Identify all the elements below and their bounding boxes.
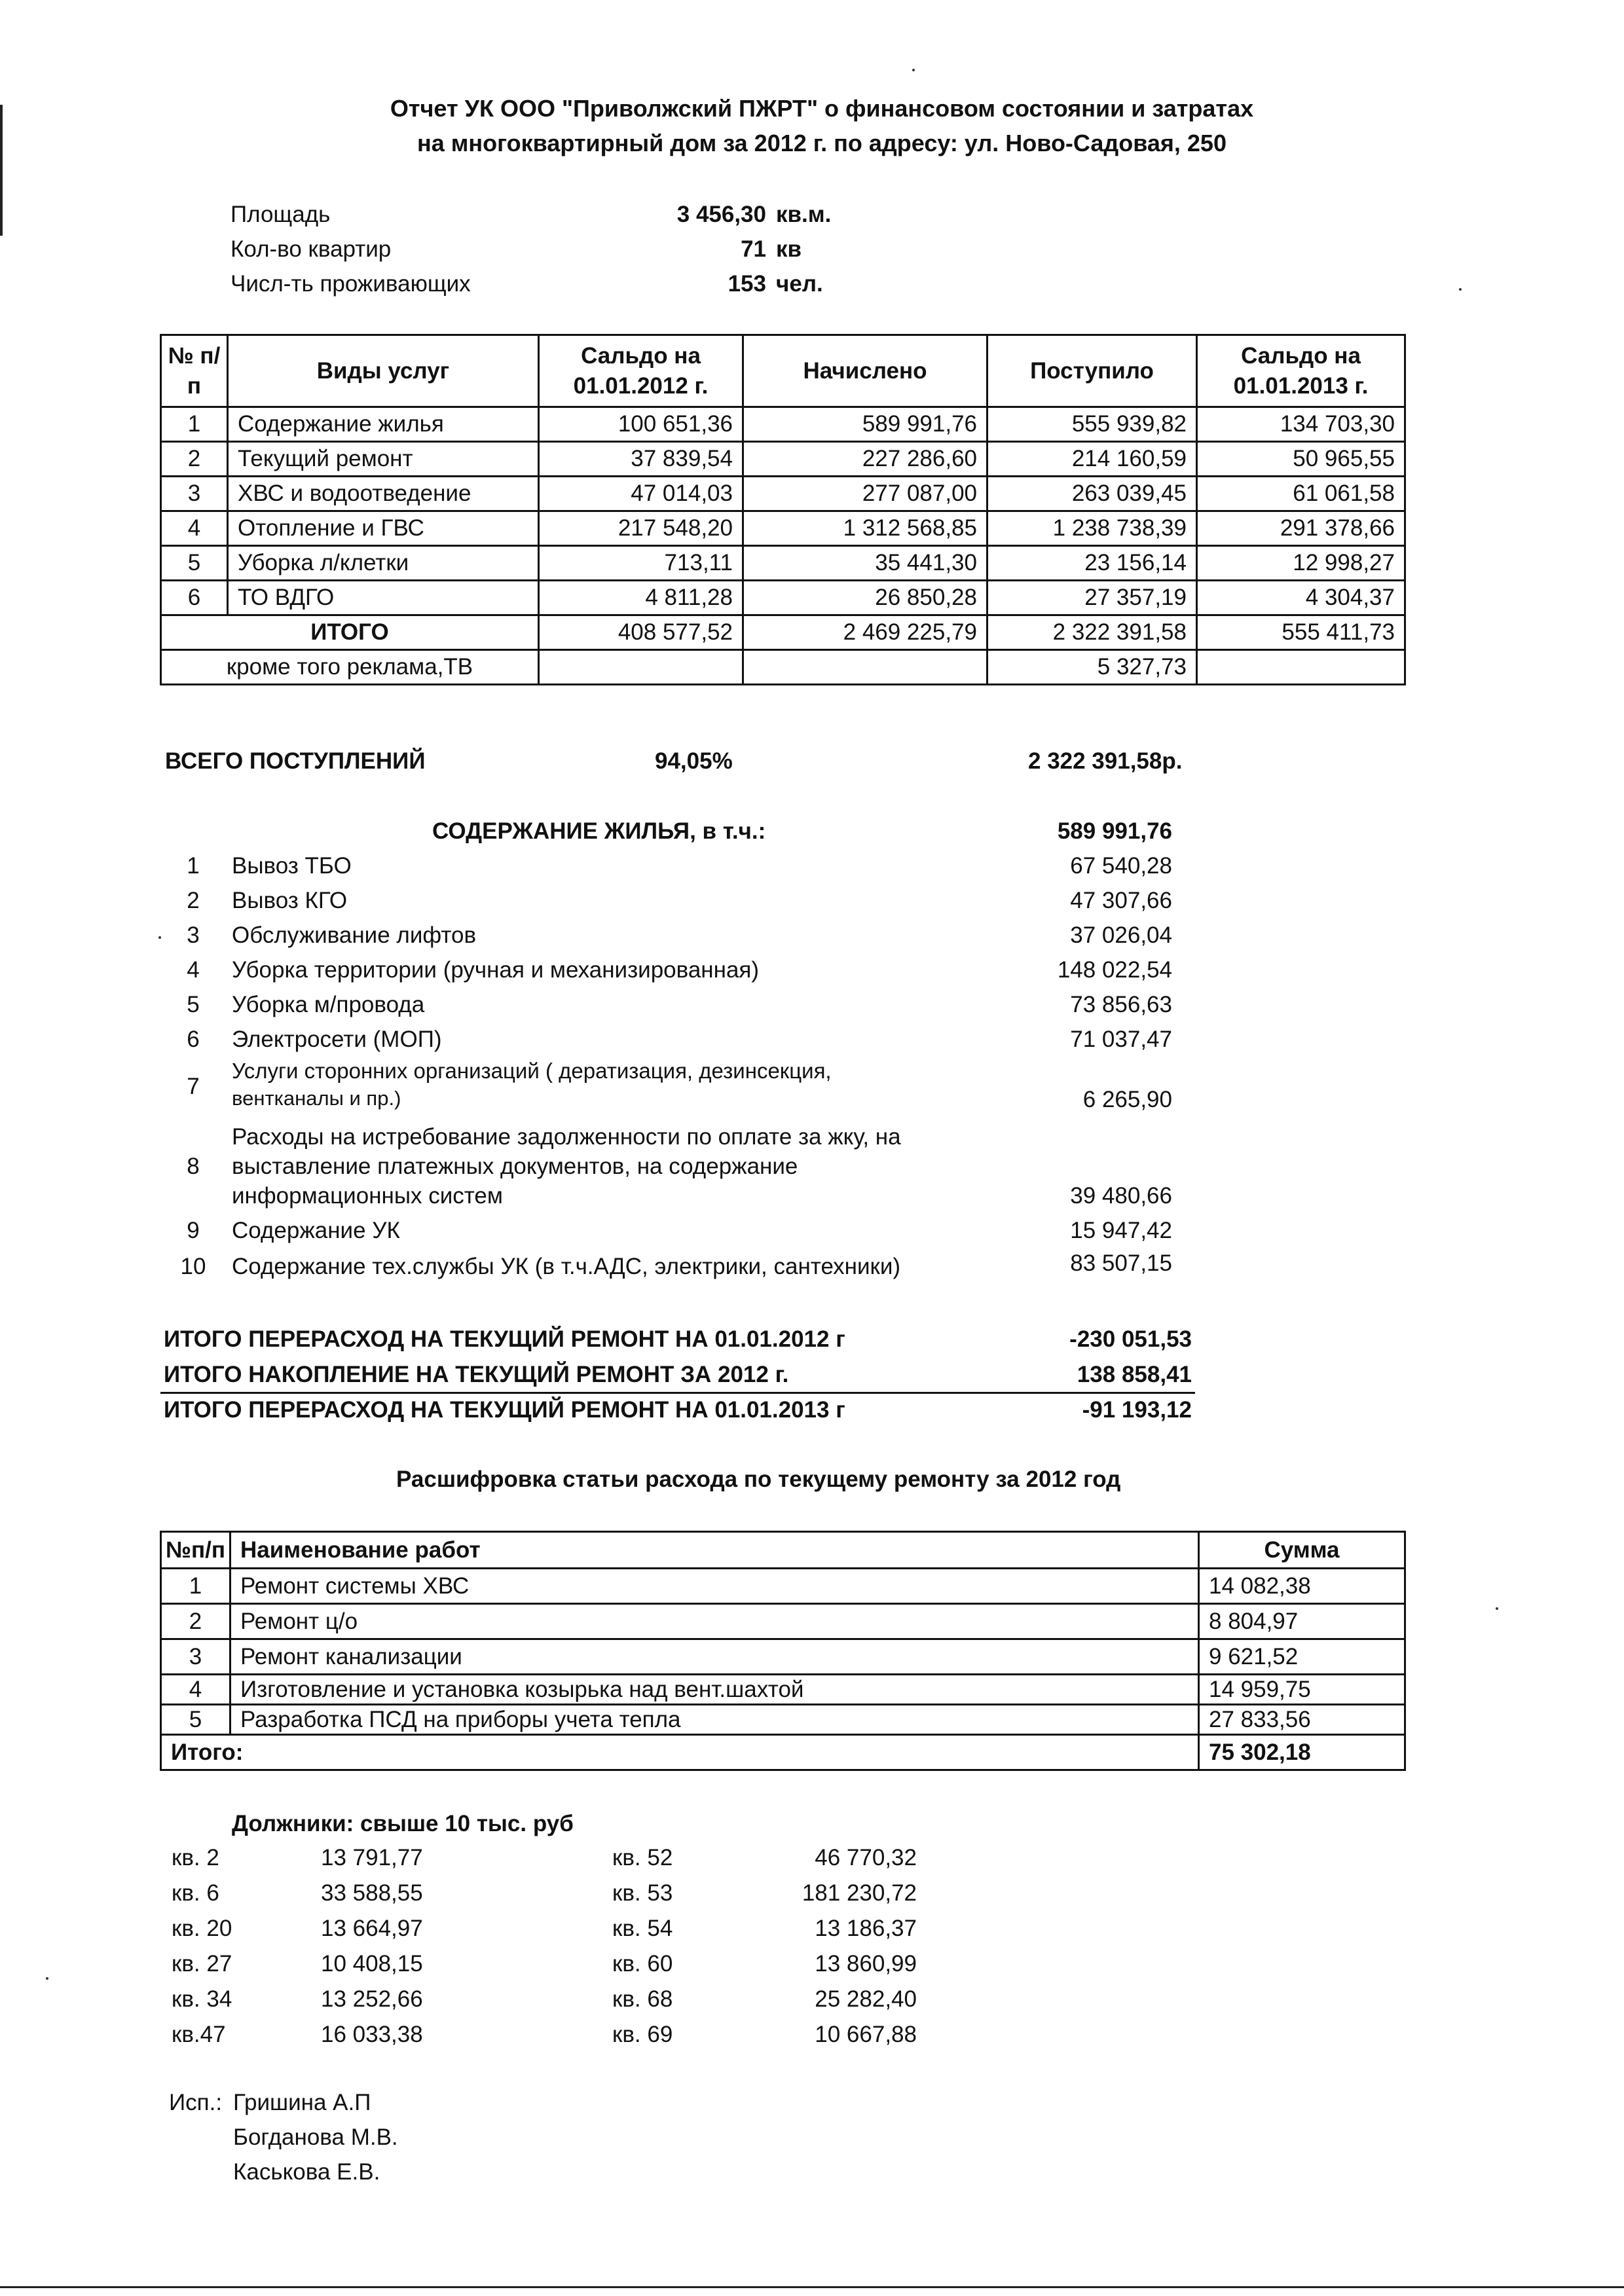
info-label: Площадь [231,202,331,227]
item-value: 67 540,28 [1070,853,1172,879]
cell: 14 959,75 [1199,1675,1405,1705]
debtor-apartment: кв. 53 [612,1880,673,1906]
executor-name: Гришина А.П [233,2090,371,2115]
debtor-amount: 13 664,97 [321,1916,423,1941]
item-value: 73 856,63 [1070,992,1172,1017]
cell: 134 703,30 [1197,407,1405,442]
cell: 5 [161,546,228,581]
info-unit: кв.м. [776,202,832,227]
info-value: 153 [728,271,766,297]
cell: 217 548,20 [539,511,743,546]
summary-label: ИТОГО ПЕРЕРАСХОД НА ТЕКУЩИЙ РЕМОНТ НА 01.01.2012 г [164,1326,845,1352]
summary-value: 138 858,41 [1077,1362,1192,1387]
cell: 2 469 225,79 [743,615,987,650]
item-number: 5 [187,992,200,1017]
item-number: 2 [187,888,200,913]
item-number: 6 [187,1027,200,1052]
debtor-amount: 13 252,66 [321,1986,423,2012]
item-label: Электросети (МОП) [232,1027,442,1052]
debtor-apartment: кв. 54 [612,1916,673,1941]
debtor-amount: 13 791,77 [321,1845,423,1870]
cell: 8 804,97 [1199,1604,1405,1639]
cell: 3 [161,477,228,511]
cell: 1 [161,407,228,442]
executor-name: Богданова М.В. [233,2124,398,2150]
item-value: 71 037,47 [1070,1027,1172,1052]
cell: 9 621,52 [1199,1639,1405,1675]
item-label: Вывоз КГО [232,888,348,913]
cell: 12 998,27 [1197,546,1405,581]
debtor-amount: 13 860,99 [815,1951,917,1977]
debtor-apartment: кв. 2 [172,1845,219,1870]
table-row [161,1705,1405,1735]
cell: 713,11 [539,546,743,581]
total-receipts-amount: 2 322 391,58р. [1028,748,1183,774]
item-value: 39 480,66 [1070,1183,1172,1209]
col-header: Виды услуг [228,335,539,407]
cell: 1 [161,1569,231,1604]
cell: 5 [161,1705,231,1735]
item-label: Уборка территории (ручная и механизированная) [232,957,760,983]
scan-speck [1459,288,1462,291]
cell [539,650,743,685]
summary-value: -91 193,12 [1082,1397,1192,1423]
repair-table [160,1531,1406,1771]
cell: 4 811,28 [539,581,743,615]
scan-speck [1496,1607,1498,1610]
report-title-line-2: на многоквартирный дом за 2012 г. по адресу: ул. Ново-Садовая, 250 [417,130,1227,156]
table-row [161,407,1405,442]
item-number: 1 [187,853,200,879]
debtor-amount: 181 230,72 [802,1880,917,1906]
cell: Уборка л/клетки [228,546,539,581]
info-value: 71 [741,236,766,262]
debtors-heading: Должники: свыше 10 тыс. руб [232,1811,574,1836]
item-number: 8 [187,1154,200,1179]
cell: 3 [161,1639,231,1675]
table-header-row [161,1532,1405,1569]
cell: 263 039,45 [987,477,1197,511]
cell: 555 939,82 [987,407,1197,442]
cell: 100 651,36 [539,407,743,442]
info-unit: чел. [776,271,823,297]
debtor-apartment: кв. 69 [612,2022,673,2047]
item-value: 148 022,54 [1057,957,1172,983]
info-unit: кв [776,236,802,262]
summary-label: ИТОГО ПЕРЕРАСХОД НА ТЕКУЩИЙ РЕМОНТ НА 01.01.2013 г [164,1397,845,1423]
item-number: 7 [187,1074,200,1099]
cell: 47 014,03 [539,477,743,511]
total-receipts-label: ВСЕГО ПОСТУПЛЕНИЙ [165,748,426,774]
cell: 61 061,58 [1197,477,1405,511]
col-header: Сальдо на 01.01.2013 г. [1197,335,1405,407]
cell: Ремонт ц/о [231,1604,1199,1639]
debtor-apartment: кв. 20 [172,1916,232,1941]
cell: Содержание жилья [228,407,539,442]
cell: 1 238 738,39 [987,511,1197,546]
cell: ХВС и водоотведение [228,477,539,511]
item-value: 6 265,90 [1082,1087,1172,1112]
item-number: 3 [187,922,200,948]
table-row [161,546,1405,581]
cell: 26 850,28 [743,581,987,615]
cell: 214 160,59 [987,442,1197,477]
cell: 2 [161,1604,231,1639]
scan-edge-bottom [0,2286,1624,2288]
item-label: Обслуживание лифтов [232,922,477,948]
item-number: 10 [180,1254,206,1279]
cell: Текущий ремонт [228,442,539,477]
cell: 4 [161,511,228,546]
summary-divider [160,1392,1195,1394]
executors-label: Исп.: [169,2090,223,2115]
table-row [161,1569,1405,1604]
table-total-row [161,1735,1405,1770]
debtor-amount: 13 186,37 [815,1916,917,1941]
item-value: 37 026,04 [1070,922,1172,948]
item-value: 47 307,66 [1070,888,1172,913]
cell: Отопление и ГВС [228,511,539,546]
table-extra-row [161,650,1405,685]
table-row [161,1675,1405,1705]
table-row [161,442,1405,477]
cell: 5 327,73 [987,650,1197,685]
table-header-row [161,335,1405,407]
item-value: 15 947,42 [1070,1218,1172,1243]
summary-label: ИТОГО НАКОПЛЕНИЕ НА ТЕКУЩИЙ РЕМОНТ ЗА 2012 г. [164,1362,789,1387]
cell: 408 577,52 [539,615,743,650]
report-title-line-1: Отчет УК ООО "Приволжский ПЖРТ" о финансовом состоянии и затратах [390,95,1254,122]
repair-table-heading: Расшифровка статьи расхода по текущему ремонту за 2012 год [396,1467,1121,1492]
debtor-apartment: кв. 52 [612,1845,673,1870]
table-row [161,581,1405,615]
cell: 27 357,19 [987,581,1197,615]
table-row [161,477,1405,511]
debtor-apartment: кв. 68 [612,1986,673,2012]
cell: 37 839,54 [539,442,743,477]
table-row [161,1639,1405,1675]
col-header: № п/п [161,335,228,407]
debtor-amount: 46 770,32 [815,1845,917,1870]
cell: 1 312 568,85 [743,511,987,546]
debtor-apartment: кв. 34 [172,1986,232,2012]
cell: 27 833,56 [1199,1705,1405,1735]
cell [743,650,987,685]
total-value: 75 302,18 [1199,1735,1405,1770]
total-label: Итого: [161,1735,1199,1770]
cell: 35 441,30 [743,546,987,581]
cell: 4 [161,1675,231,1705]
housing-total: 589 991,76 [1057,818,1172,844]
cell: Ремонт канализации [231,1639,1199,1675]
col-header: Наименование работ [231,1532,1199,1569]
cell: 23 156,14 [987,546,1197,581]
debtor-amount: 33 588,55 [321,1880,423,1906]
col-header: Сальдо на 01.01.2012 г. [539,335,743,407]
cell: 2 322 391,58 [987,615,1197,650]
item-label: информационных систем [232,1183,503,1209]
item-label: Уборка м/провода [232,992,425,1017]
cell: 589 991,76 [743,407,987,442]
cell: Ремонт системы ХВС [231,1569,1199,1604]
cell: 50 965,55 [1197,442,1405,477]
scan-speck [158,936,161,939]
item-label: Содержание УК [232,1218,400,1243]
debtor-apartment: кв. 6 [172,1880,219,1906]
item-label: Услуги сторонних организаций ( дератизация, дезинсекция, [232,1059,832,1083]
scan-speck [46,1977,48,1980]
item-label: Вывоз ТБО [232,853,352,879]
info-label: Числ-ть проживающих [231,271,471,297]
executor-name: Каськова Е.В. [233,2159,380,2185]
cell: 291 378,66 [1197,511,1405,546]
col-header: №п/п [161,1532,231,1569]
debtor-amount: 25 282,40 [815,1986,917,2012]
item-number: 4 [187,957,200,983]
total-receipts-percent: 94,05% [655,748,733,774]
cell: 277 087,00 [743,477,987,511]
cell: 555 411,73 [1197,615,1405,650]
item-label: Расходы на истребование задолженности по оплате за жку, на [232,1124,901,1150]
housing-heading: СОДЕРЖАНИЕ ЖИЛЬЯ, в т.ч.: [432,818,766,844]
cell: 6 [161,581,228,615]
debtor-amount: 10 408,15 [321,1951,423,1977]
col-header: Начислено [743,335,987,407]
item-value: 83 507,15 [1070,1250,1172,1276]
cell: 14 082,38 [1199,1569,1405,1604]
table-row [161,511,1405,546]
cell: 2 [161,442,228,477]
item-label: выставление платежных документов, на содержание [232,1154,798,1179]
debtor-apartment: кв.47 [172,2022,226,2047]
scan-edge-left [0,105,3,236]
scan-speck [912,69,915,71]
info-label: Кол-во квартир [231,236,392,262]
cell: 227 286,60 [743,442,987,477]
col-header: Сумма [1199,1532,1405,1569]
summary-value: -230 051,53 [1069,1326,1192,1352]
cell: 4 304,37 [1197,581,1405,615]
cell [1197,650,1405,685]
item-label: вентканалы и пр.) [232,1087,401,1110]
item-label: Содержание тех.службы УК (в т.ч.АДС, электрики, сантехники) [232,1254,901,1279]
services-table [160,334,1406,685]
item-number: 9 [187,1218,200,1243]
info-value: 3 456,30 [676,202,766,227]
table-row [161,1604,1405,1639]
debtor-amount: 10 667,88 [815,2022,917,2047]
cell: ТО ВДГО [228,581,539,615]
extra-label: кроме того реклама,ТВ [161,650,539,685]
total-label: ИТОГО [161,615,539,650]
debtor-apartment: кв. 27 [172,1951,232,1977]
col-header: Поступило [987,335,1197,407]
table-total-row [161,615,1405,650]
cell: Изготовление и установка козырька над вент.шахтой [231,1675,1199,1705]
cell: Разработка ПСД на приборы учета тепла [231,1705,1199,1735]
debtor-amount: 16 033,38 [321,2022,423,2047]
debtor-apartment: кв. 60 [612,1951,673,1977]
